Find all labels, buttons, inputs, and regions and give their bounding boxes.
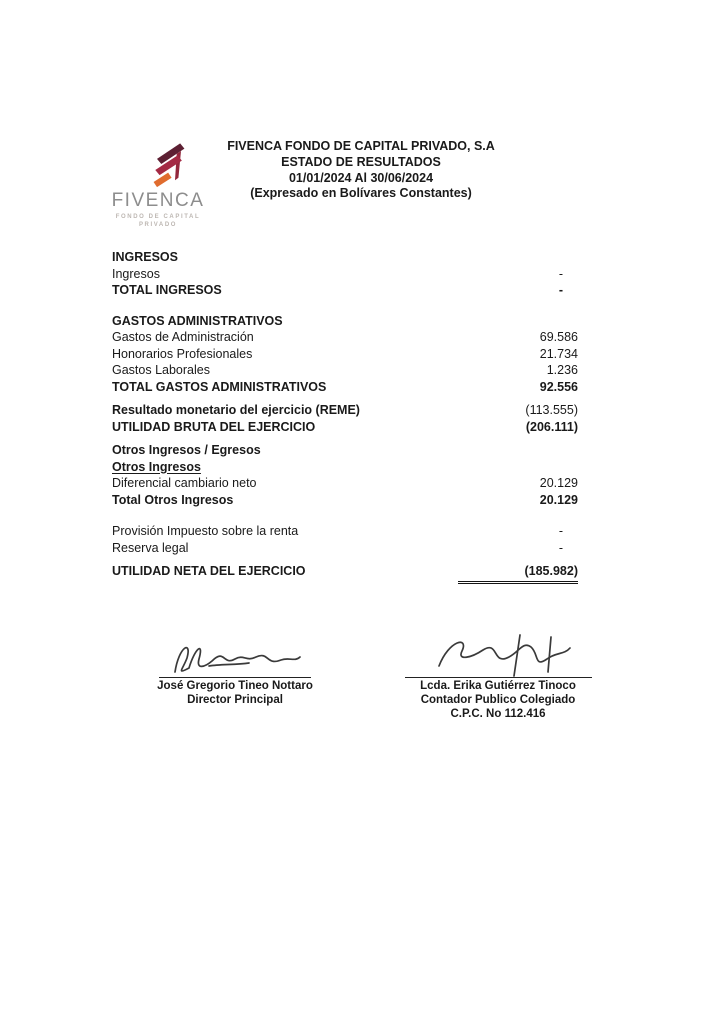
statement-row: [112, 419, 578, 436]
statement-row: [112, 362, 578, 379]
statement-row: [112, 492, 578, 509]
signer-license: C.P.C. No 112.416: [450, 707, 546, 720]
row-label: TOTAL GASTOS ADMINISTRATIVOS: [112, 379, 327, 394]
signature-line-director: [159, 677, 311, 678]
row-spacer: [112, 395, 578, 402]
statement-row: [112, 249, 578, 266]
row-label: Otros Ingresos: [112, 459, 201, 474]
row-value: -: [558, 266, 563, 281]
statement-title: ESTADO DE RESULTADOS: [281, 154, 441, 169]
row-value: -: [558, 540, 563, 555]
signer-name: Lcda. Erika Gutiérrez Tinoco: [420, 680, 576, 692]
statement-row: [112, 563, 578, 584]
statement-row: [112, 540, 578, 557]
fivenca-logo-icon: [145, 140, 193, 188]
row-label: Reserva legal: [112, 540, 189, 555]
row-label: Total Otros Ingresos: [112, 492, 234, 507]
company-name: FIVENCA FONDO DE CAPITAL PRIVADO, S.A: [227, 139, 495, 153]
logo-brand-text: FIVENCA: [111, 190, 205, 211]
currency-note: (Expresado en Bolívares Constantes): [250, 186, 472, 201]
statement-row: [112, 346, 578, 363]
row-value: (185.982): [458, 563, 578, 584]
row-label: Diferencial cambiario neto: [112, 476, 257, 490]
row-label: TOTAL INGRESOS: [112, 283, 222, 297]
signature-block-accountant: [403, 632, 593, 721]
row-value: -: [558, 283, 563, 297]
logo-tagline-line1: FONDO DE CAPITAL: [115, 214, 201, 220]
signature-director: [165, 636, 305, 678]
logo-tagline-line2: PRIVADO: [138, 222, 178, 228]
statement-row: [112, 442, 578, 459]
row-value: 20.129: [539, 476, 578, 490]
row-value: 21.734: [539, 346, 578, 361]
row-spacer: [112, 508, 578, 523]
signer-title: Contador Publico Colegiado: [420, 693, 576, 706]
row-value: (206.111): [525, 419, 578, 434]
signer-name: José Gregorio Tineo Nottaro: [157, 680, 313, 692]
row-value: 20.129: [539, 492, 578, 507]
row-value: 92.556: [539, 379, 578, 394]
document-header: [211, 139, 511, 202]
row-label: Gastos de Administración: [112, 330, 254, 344]
logo-bar-bottom: [154, 173, 172, 188]
statement-row: [112, 379, 578, 396]
row-value: (113.555): [525, 403, 578, 417]
row-label: UTILIDAD NETA DEL EJERCICIO: [112, 564, 306, 578]
row-value: 1.236: [546, 363, 578, 377]
logo-stem: [175, 151, 181, 180]
signature-accountant: [423, 632, 573, 678]
statement-row: [112, 523, 578, 540]
row-value: -: [558, 524, 563, 538]
statement-row: [112, 313, 578, 330]
row-label: Gastos Laborales: [112, 363, 210, 377]
row-label: UTILIDAD BRUTA DEL EJERCICIO: [112, 419, 316, 434]
statement-row: [112, 282, 578, 299]
row-value: 69.586: [539, 330, 578, 344]
fivenca-logo: [107, 140, 209, 229]
statement-period: 01/01/2024 Al 30/06/2024: [288, 170, 434, 185]
row-label: INGRESOS: [112, 250, 178, 264]
row-spacer: [112, 299, 578, 313]
row-label: Honorarios Profesionales: [112, 346, 253, 361]
signature-line-accountant: [405, 677, 592, 678]
statement-row: [112, 266, 578, 283]
row-label: Ingresos: [112, 266, 160, 281]
statement-row: [112, 475, 578, 492]
statement-row: [112, 459, 578, 476]
logo-tagline: [107, 213, 209, 229]
statement-row: [112, 329, 578, 346]
row-label: GASTOS ADMINISTRATIVOS: [112, 313, 283, 328]
statement-row: [112, 402, 578, 419]
row-spacer: [112, 556, 578, 563]
row-label: Provisión Impuesto sobre la renta: [112, 524, 299, 538]
signature-block-director: [147, 636, 323, 708]
row-label: Resultado monetario del ejercicio (REME): [112, 403, 360, 417]
row-label: Otros Ingresos / Egresos: [112, 443, 261, 457]
statement-rows: [112, 249, 578, 584]
signer-title: Director Principal: [187, 693, 283, 706]
row-spacer: [112, 435, 578, 442]
